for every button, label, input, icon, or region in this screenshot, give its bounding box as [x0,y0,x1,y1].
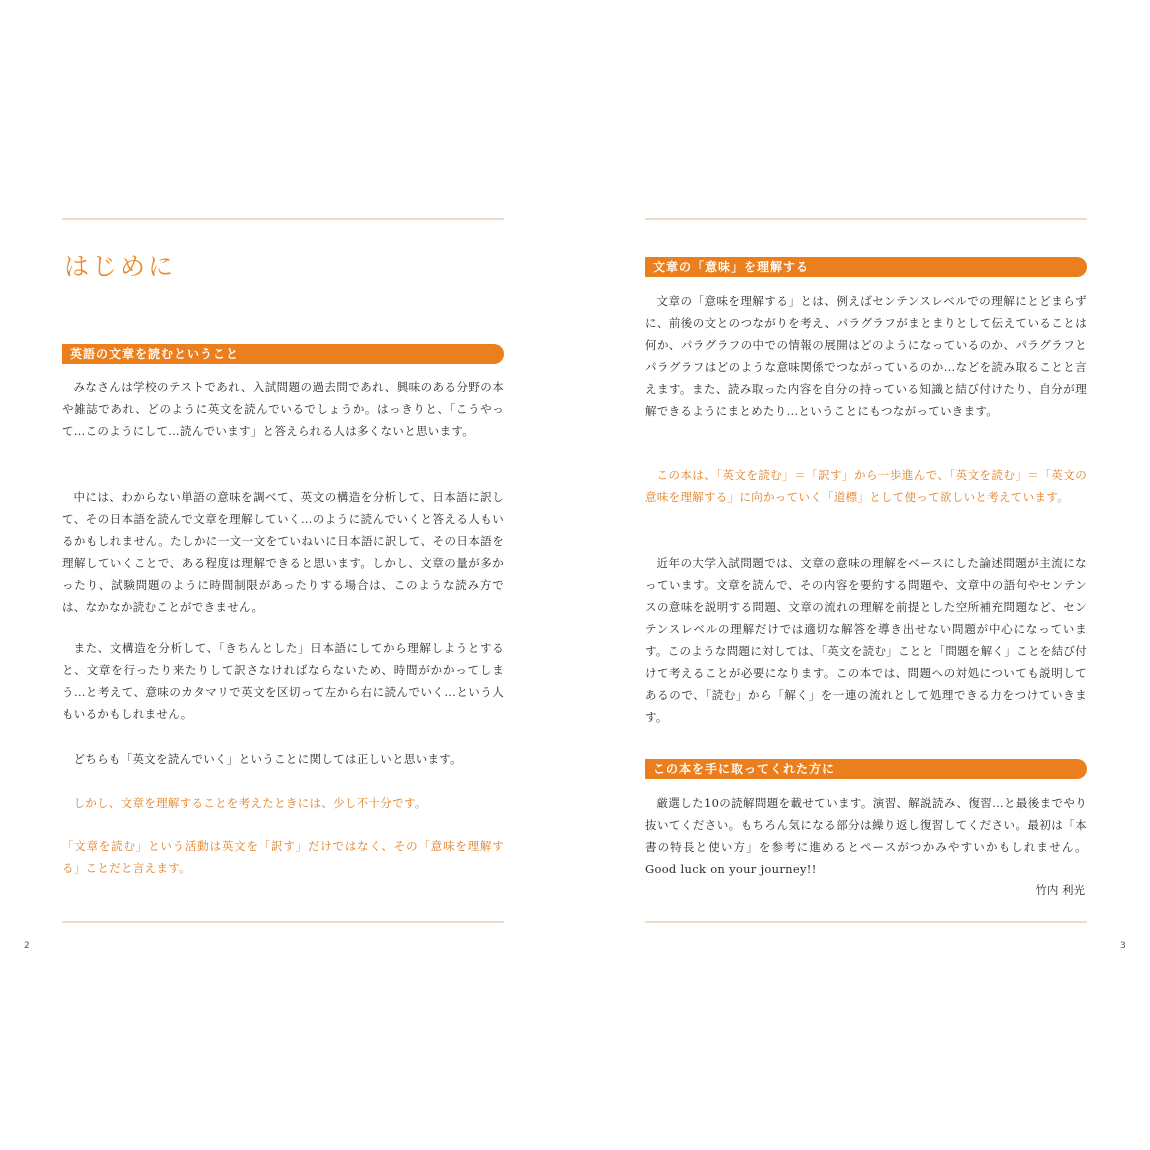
emphasis-paragraph: 「文章を読む」という活動は英文を「訳す」だけではなく、その「意味を理解する」ことだと言えます。 [62,839,504,875]
bottom-divider [62,921,504,923]
page-number: 3 [1120,941,1126,951]
bottom-divider [645,921,1087,923]
body-paragraph: 文章の「意味を理解する」とは、例えばセンテンスレベルでの理解にとどまらずに、前後の文とのつながりを考え、パラグラフがまとまりとして伝えていることは何か、パラグラフの中での情報の展開はどのようになっているのか、パラグラフとパラグラフはどのような意味関係でつながっているのか…などを読み取ることと言えます。また、読み取った内容を自分の持っている知識と結び付けたり、自分が理解できるようにまとめたり…ということにもつながっていきます。 [645,294,1087,418]
top-divider [645,218,1087,220]
author-signature: 竹内 利光 [1035,883,1085,897]
body-paragraph: また、文構造を分析して、「きちんとした」日本語にしてから理解しようとすると、文章を行ったり来たりして訳さなければならないため、時間がかかってしまう…と考えて、意味のカタマリで英文を区切って左から右に読んでいく…という人もいるかもしれません。 [62,641,504,721]
body-paragraph: みなさんは学校のテストであれ、入試問題の過去問であれ、興味のある分野の本や雑誌であれ、どのように英文を読んでいるでしょうか。はっきりと、「こうやって…このようにして…読んでいます」と答えられる人は多くないと思います。 [62,380,504,438]
section-heading-readers: この本を手に取ってくれた方に [645,759,1087,779]
right-page [575,0,1150,1150]
body-paragraph: 近年の大学入試問題では、文章の意味の理解をベースにした論述問題が主流になっています。文章を読んで、その内容を要約する問題や、文章中の語句やセンテンスの意味を説明する問題、文章の流れの理解を前提とした空所補充問題など、センテンスレベルの理解だけでは適切な解答を導き出せない問題が中心になっています。このような問題に対しては、「英文を読む」ことと「問題を解く」ことを結び付けて考えることが必要になります。この本では、問題への対処についても説明してあるので、「読む」から「解く」を一連の流れとして処理できる力をつけていきます。 [645,556,1087,724]
section-heading-meaning: 文章の「意味」を理解する [645,257,1087,277]
page-title: はじめに [64,252,177,281]
section-heading-reading: 英語の文章を読むということ [62,344,504,364]
emphasis-paragraph: しかし、文章を理解することを考えたときには、少し不十分です。 [73,796,427,810]
page-number: 2 [24,941,30,951]
emphasis-paragraph: この本は、「英文を読む」＝「訳す」から一歩進んで、「英文を読む」＝「英文の意味を理解する」に向かっていく「道標」として使って欲しいと考えています。 [645,468,1087,504]
body-paragraph: どちらも「英文を読んでいく」ということに関しては正しいと思います。 [73,752,462,766]
body-paragraph: 中には、わからない単語の意味を調べて、英文の構造を分析して、日本語に訳して、その日本語を読んで文章を理解していく…のように読んでいくと答える人もいるかもしれません。たしかに一文一文をていねいに日本語に訳して、その日本語を理解していくことで、ある程度は理解できると思います。しかし、文章の量が多かったり、試験問題のように時間制限があったりする場合は、このような読み方では、なかなか読むことができません。 [62,490,504,614]
top-divider [62,218,504,220]
body-paragraph: 厳選した10の読解問題を載せています。演習、解説読み、復習…と最後までやり抜いてください。もちろん気になる部分は繰り返し復習してください。最初は「本書の特長と使い方」を参考に進めるとペースがつかみやすいかもしれません。Good luck on your journey!! [645,796,1087,876]
